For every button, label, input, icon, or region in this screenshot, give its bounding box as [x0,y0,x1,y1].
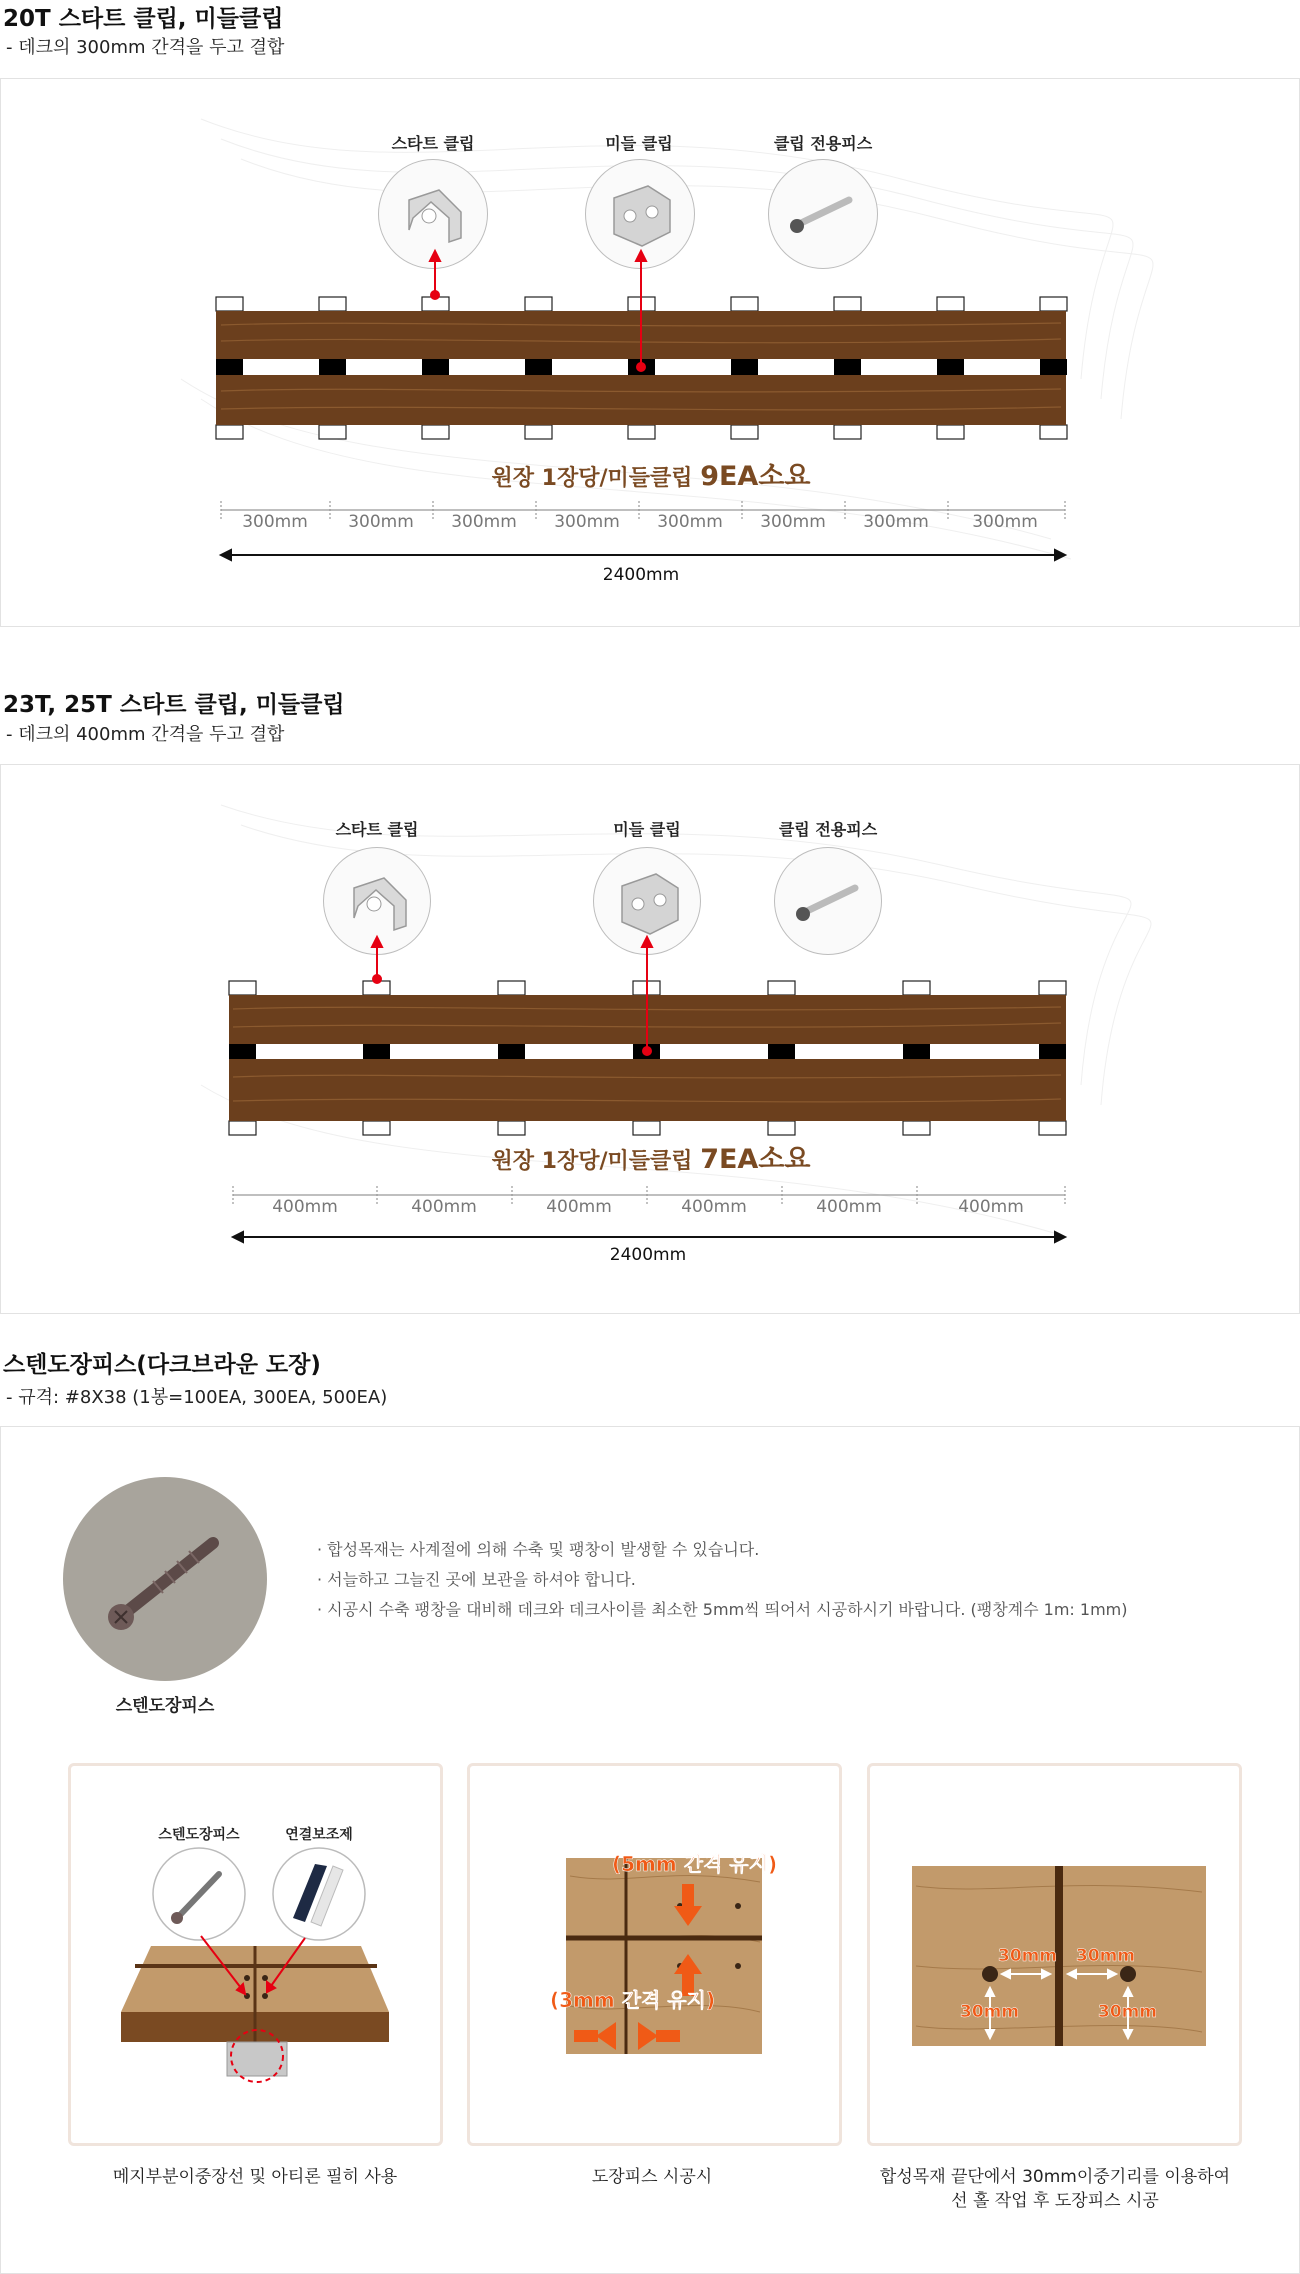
spacing-label: 300mm [972,512,1038,532]
total-length-label: 2400mm [609,1245,687,1265]
note-item: · 서늘하고 그늘진 곳에 보관을 하셔야 합니다. [317,1570,636,1589]
section2-caption [441,1137,861,1176]
deck-diagram [1,79,1300,627]
card-caption: 도장피스 시공시 [591,2167,713,2187]
section2-title: 23T, 25T 스타트 클립, 미들클립 [3,692,345,718]
spacing-label: 300mm [657,512,723,532]
spacing-label: 400mm [816,1197,882,1217]
edge-dim-label: 30mm [998,1946,1058,1966]
spacing-label: 400mm [681,1197,747,1217]
spacing-label: 400mm [958,1197,1024,1217]
middle-clip-label: 미들 클립 [605,134,673,153]
total-length-label: 2400mm [602,565,680,585]
section1-title: 20T 스타트 클립, 미들클립 [3,6,284,32]
deck-diagram [1,765,1300,1314]
spacing-label: 300mm [348,512,414,532]
card-caption-line: 선 홀 작업 후 도장피스 시공 [951,2191,1159,2211]
edge-dim-label: 30mm [960,2002,1020,2022]
install-card-joint [68,1763,443,2146]
spacing-label: 400mm [411,1197,477,1217]
caption-prefix: 원장 1장당/미들클립 [491,1149,701,1174]
spacing-label: 300mm [242,512,308,532]
spacing-label: 300mm [863,512,929,532]
stainless-screw-icon [63,1477,267,1681]
card-caption [845,2165,1265,2213]
deck-board-bottom [216,375,1066,425]
caption-prefix: 원장 1장당/미들클립 [491,466,701,491]
screw-label: 클립 전용피스 [778,820,878,839]
screw-label: 클립 전용피스 [773,134,873,153]
spacing-label: 300mm [451,512,517,532]
start-clip-label: 스타트 클립 [335,820,419,839]
note-item: · 합성목재는 사계절에 의해 수축 및 팽창이 발생할 수 있습니다. [317,1540,760,1559]
card-label-connector: 연결보조제 [285,1827,353,1843]
install-card-gap [467,1763,842,2146]
section1-caption [441,454,861,493]
product-label: 스텐도장피스 [115,1696,215,1716]
section3-title: 스텐도장피스(다크브라운 도장) [3,1352,321,1378]
caption-count: 7EA소요 [700,1144,811,1175]
section3-subtitle: - 규격: #8X38 (1봉=100EA, 300EA, 500EA) [6,1387,388,1408]
spacing-label: 400mm [546,1197,612,1217]
gap-label-5mm: (5mm 간격 유지) [612,1852,778,1876]
edge-dim-label: 30mm [1076,1946,1136,1966]
joint-illustration [71,1766,441,2144]
spacing-label: 300mm [554,512,620,532]
section3-panel [0,1426,1300,2274]
edge-dim-label: 30mm [1098,2002,1158,2022]
section1-panel [0,78,1300,627]
section1-subtitle: - 데크의 300mm 간격을 두고 결합 [6,37,285,58]
deck-board-bottom [229,1059,1066,1121]
middle-clip-label: 미들 클립 [613,820,681,839]
gap-illustration [470,1766,840,2144]
spacing-label: 400mm [272,1197,338,1217]
section2-subtitle: - 데크의 400mm 간격을 두고 결합 [6,724,285,745]
spacing-label: 300mm [760,512,826,532]
install-card-edge [867,1763,1242,2146]
caption-count: 9EA소요 [700,461,811,492]
section2-panel [0,764,1300,1314]
card-label-screw: 스텐도장피스 [158,1827,240,1843]
card-caption-line: 합성목재 끝단에서 30mm이중기리를 이용하여 [879,2167,1231,2187]
card-caption: 메지부분이중장선 및 아티론 필히 사용 [112,2167,398,2187]
gap-label-3mm: (3mm 간격 유지) [550,1988,716,2012]
start-clip-label: 스타트 클립 [391,134,475,153]
note-item: · 시공시 수축 팽창을 대비해 데크와 데크사이를 최소한 5mm씩 띄어서 시공하시기 바랍니다. (팽창계수 1m: 1mm) [317,1600,1128,1619]
stainless-screw-image [63,1477,267,1681]
